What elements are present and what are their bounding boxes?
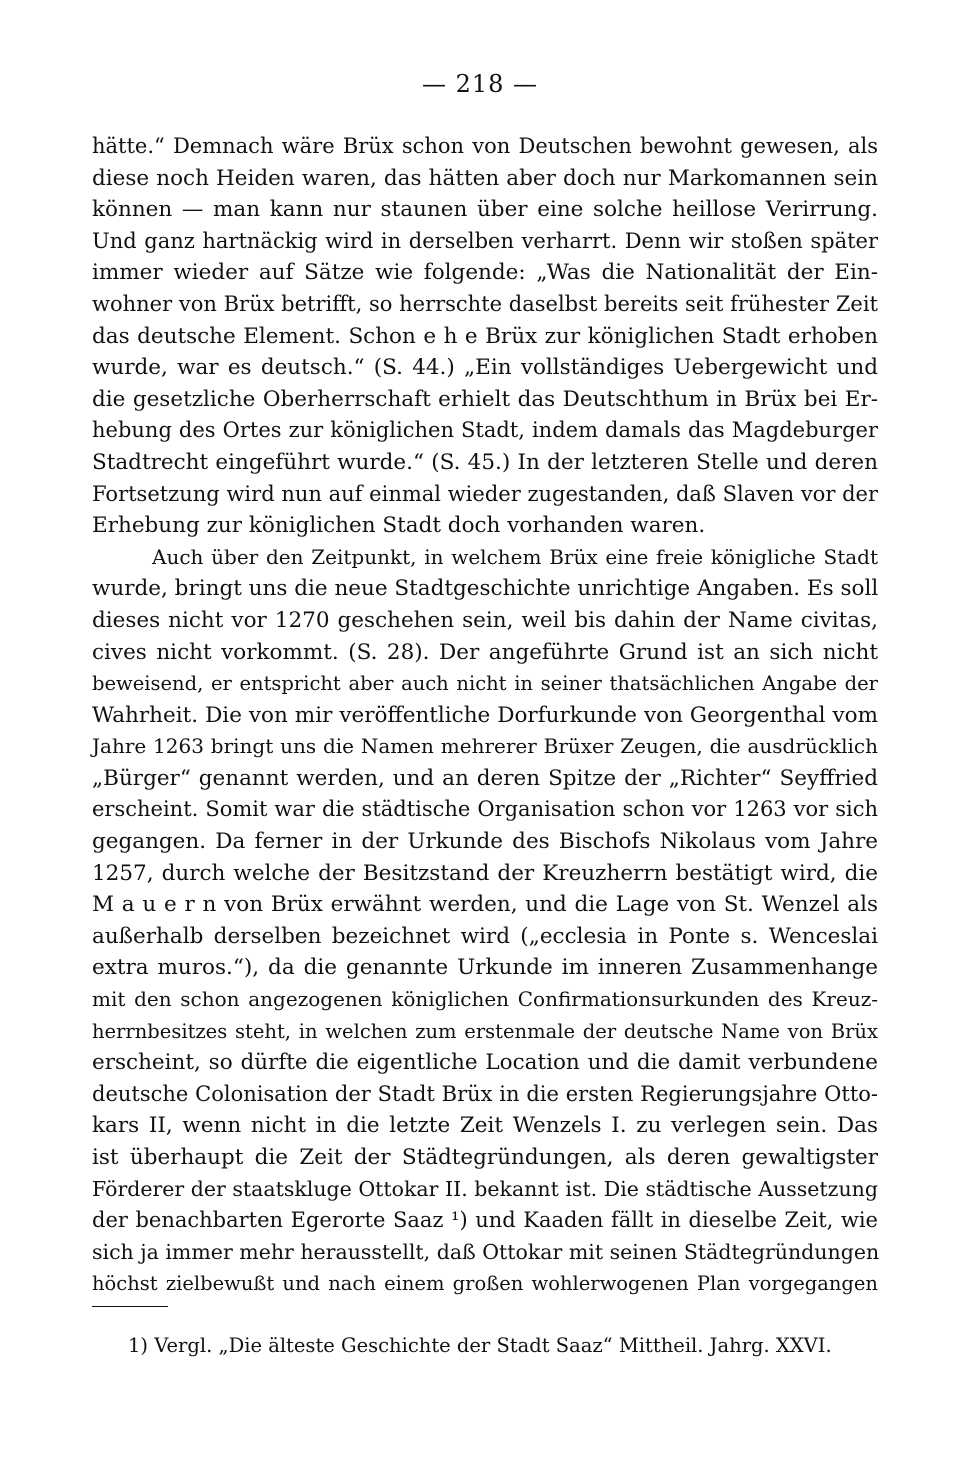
text-line: beweisend, er entspricht aber auch nicht in seiner thatsächlichen Angabe der bbox=[92, 672, 878, 696]
text-line: Auch über den Zeitpunkt, in welchem Brüx eine freie königliche Stadt bbox=[152, 544, 878, 569]
footnote: 1) Vergl. „Die älteste Geschichte der Stadt Saaz“ Mittheil. Jahrg. XXVI. bbox=[128, 1334, 832, 1357]
body-text bbox=[92, 131, 878, 1300]
text-line: hätte.“ Demnach wäre Brüx schon von Deutschen bewohnt gewesen, als bbox=[92, 134, 878, 158]
page-number: — 218 — bbox=[421, 70, 539, 98]
text-line: können — man kann nur staunen über eine solche heillose Verirrung. bbox=[92, 197, 878, 223]
text-line: cives nicht vorkommt. (S. 28). Der angeführte Grund ist an sich nicht bbox=[92, 639, 878, 665]
text-line: wohner von Brüx betrifft, so herrschte daselbst bereits seit frühester Zeit bbox=[92, 291, 878, 316]
text-line: mit den schon angezogenen königlichen Confirmationsurkunden des Kreuz- bbox=[92, 987, 878, 1012]
text-line: kars II, wenn nicht in die letzte Zeit Wenzels I. zu verlegen sein. Das bbox=[92, 1113, 878, 1139]
text-line: deutsche Colonisation der Stadt Brüx in die ersten Regierungsjahre Otto- bbox=[92, 1081, 878, 1106]
text-line: „Bürger“ genannt werden, und an deren Spitze der „Richter“ Seyffried bbox=[92, 765, 878, 791]
text-line: Jahre 1263 bringt uns die Namen mehrerer Brüxer Zeugen, die ausdrücklich bbox=[92, 734, 878, 759]
text-line: erscheint, so dürfte die eigentliche Location und die damit verbundene bbox=[92, 1050, 878, 1076]
text-line: herrnbesitzes steht, in welchen zum erstenmale der deutsche Name von Brüx bbox=[92, 1019, 878, 1043]
text-line: Und ganz hartnäckig wird in derselben verharrt. Denn wir stoßen später bbox=[92, 228, 878, 253]
text-line: außerhalb derselben bezeichnet wird („ecclesia in Ponte s. Wenceslai bbox=[92, 923, 878, 949]
text-line: Förderer der staatskluge Ottokar II. bekannt ist. Die städtische Aussetzung bbox=[92, 1176, 878, 1201]
text-line: erscheint. Somit war die städtische Organisation schon vor 1263 vor sich bbox=[92, 797, 878, 822]
footnote-divider bbox=[92, 1306, 168, 1307]
text-line: M a u e r n von Brüx erwähnt werden, und die Lage von St. Wenzel als bbox=[92, 892, 878, 918]
text-line: extra muros.“), da die genannte Urkunde im inneren Zusammenhange bbox=[92, 955, 878, 981]
text-line: immer wieder auf Sätze wie folgende: „Was die Nationalität der Ein- bbox=[92, 260, 878, 286]
text-line: 1257, durch welche der Besitzstand der Kreuzherrn bestätigt wird, die bbox=[92, 860, 878, 886]
text-line: Fortsetzung wird nun auf einmal wieder zugestanden, daß Slaven vor der bbox=[92, 481, 878, 506]
text-line: die gesetzliche Oberherrschaft erhielt das Deutschthum in Brüx bei Er- bbox=[92, 386, 878, 412]
text-line: ist überhaupt die Zeit der Städtegründungen, als deren gewaltigster bbox=[92, 1145, 878, 1170]
text-line: wurde, war es deutsch.“ (S. 44.) „Ein vollständiges Uebergewicht und bbox=[92, 355, 878, 381]
text-line: hebung des Ortes zur königlichen Stadt, indem damals das Magdeburger bbox=[92, 418, 878, 443]
paragraph bbox=[92, 542, 878, 1300]
text-line: Erhebung zur königlichen Stadt doch vorhanden waren. bbox=[92, 513, 706, 539]
text-line: Wahrheit. Die von mir veröffentliche Dorfurkunde von Georgenthal vom bbox=[92, 702, 878, 728]
text-line: gegangen. Da ferner in der Urkunde des Bischofs Nikolaus vom Jahre bbox=[92, 829, 878, 855]
text-line: sich ja immer mehr herausstellt, daß Ottokar mit seinen Städtegründungen bbox=[92, 1239, 880, 1264]
paragraph bbox=[92, 131, 878, 542]
text-line: wurde, bringt uns die neue Stadtgeschichte unrichtige Angaben. Es soll bbox=[92, 576, 879, 602]
text-line: das deutsche Element. Schon e h e Brüx zur königlichen Stadt erhoben bbox=[92, 323, 878, 349]
text-line: diese noch Heiden waren, das hätten aber doch nur Markomannen sein bbox=[92, 165, 878, 191]
text-line: Stadtrecht eingeführt wurde.“ (S. 45.) In der letzteren Stelle und deren bbox=[92, 449, 878, 475]
text-line: höchst zielbewußt und nach einem großen wohlerwogenen Plan vorgegangen bbox=[92, 1272, 878, 1296]
text-line: der benachbarten Egerorte Saaz ¹) und Kaaden fällt in dieselbe Zeit, wie bbox=[92, 1208, 878, 1233]
text-line: dieses nicht vor 1270 geschehen sein, weil bis dahin der Name civitas, bbox=[92, 607, 878, 633]
